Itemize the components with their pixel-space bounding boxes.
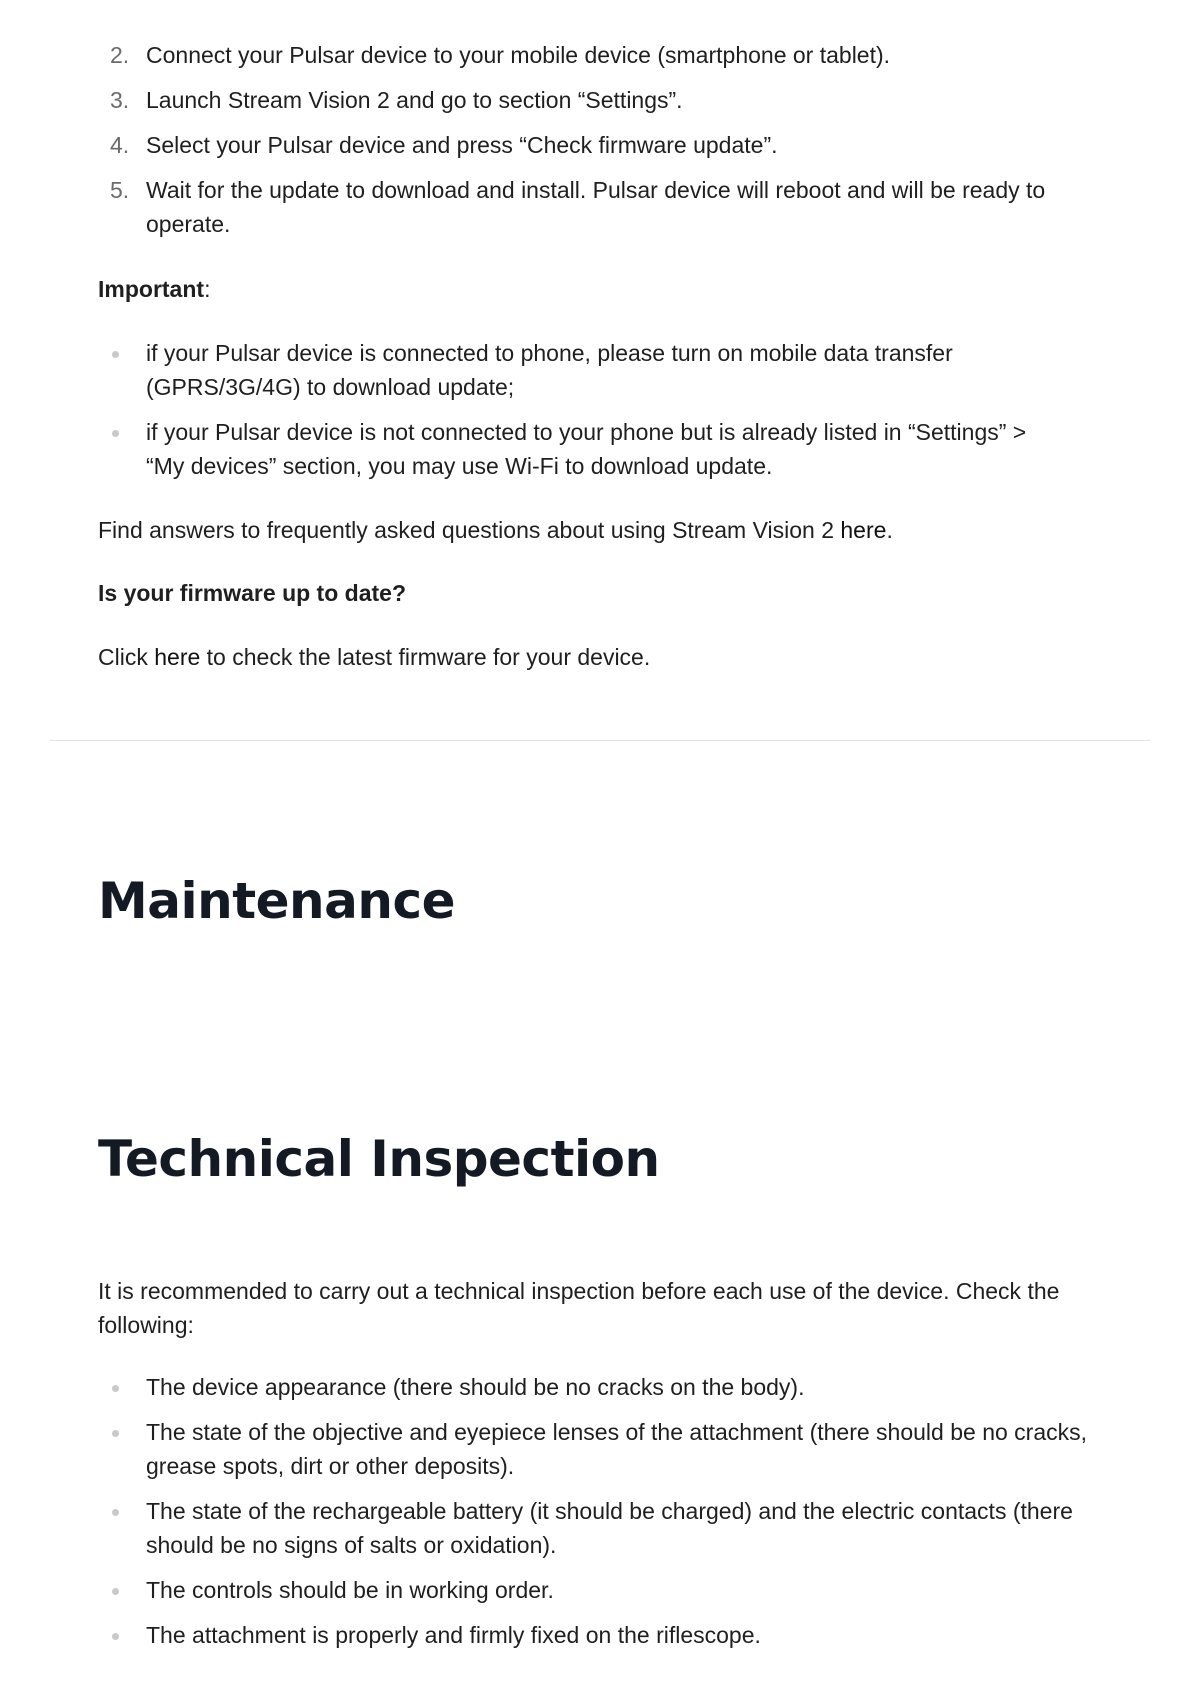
firmware-update-steps <box>98 38 1078 252</box>
inspection-list <box>98 1370 1088 1663</box>
faq-here-link[interactable]: here <box>840 517 887 543</box>
faq-text-end: . <box>886 517 893 543</box>
technical-inspection-heading: Technical Inspection <box>98 1130 660 1188</box>
check-text-end: to check the latest firmware for your device. <box>200 644 651 670</box>
bullet-icon <box>112 1633 119 1640</box>
bullet-icon <box>112 1509 119 1516</box>
step-text: Select your Pulsar device and press “Check firmware update”. <box>146 132 778 158</box>
section-divider <box>50 740 1150 741</box>
inspection-item-text: The state of the objective and eyepiece lenses of the attachment (there should be no cracks, grease spots, dirt or other deposits). <box>146 1419 1088 1479</box>
list-item <box>98 128 1078 162</box>
step-text: Wait for the update to download and install. Pulsar device will reboot and will be ready to operate. <box>146 177 1046 237</box>
step-number: 5. <box>110 177 130 203</box>
list-item <box>98 336 1058 404</box>
faq-text: Find answers to frequently asked questions about using Stream Vision 2 <box>98 517 841 543</box>
inspection-item-text: The controls should be in working order. <box>146 1577 554 1603</box>
inspection-item-text: The device appearance (there should be no cracks on the body). <box>146 1374 805 1400</box>
important-list <box>98 336 1058 494</box>
check-text: Click <box>98 644 155 670</box>
list-item <box>98 1370 1088 1404</box>
firmware-question: Is your firmware up to date? <box>98 580 406 606</box>
inspection-item-text: The state of the rechargeable battery (it should be charged) and the electric contacts (there should be no signs of salts or oxidation). <box>146 1498 1073 1558</box>
bullet-icon <box>112 1385 119 1392</box>
faq-paragraph <box>98 513 1078 547</box>
important-colon: : <box>204 276 211 302</box>
check-here-link[interactable]: here <box>154 644 201 670</box>
inspection-item-text: The attachment is properly and firmly fixed on the riflescope. <box>146 1622 761 1648</box>
bullet-icon <box>112 430 119 437</box>
step-number: 2. <box>110 42 130 68</box>
step-number: 4. <box>110 132 130 158</box>
inspection-intro: It is recommended to carry out a technical inspection before each use of the device. Check the following: <box>98 1278 1060 1338</box>
important-line <box>98 272 1078 306</box>
list-item <box>98 1415 1088 1483</box>
list-item <box>98 415 1058 483</box>
step-number: 3. <box>110 87 130 113</box>
step-text: Connect your Pulsar device to your mobile device (smartphone or tablet). <box>146 42 891 68</box>
list-item <box>98 38 1078 72</box>
maintenance-heading: Maintenance <box>98 872 456 930</box>
list-item <box>98 1618 1088 1652</box>
important-item-text: if your Pulsar device is connected to phone, please turn on mobile data transfer (GPRS/3G/4G) to download update; <box>146 340 953 400</box>
list-item <box>98 173 1076 241</box>
important-label: Important <box>98 276 205 302</box>
list-item <box>98 1573 1088 1607</box>
bullet-icon <box>112 351 119 358</box>
list-item <box>98 1494 1088 1562</box>
check-paragraph <box>98 640 1078 674</box>
step-text: Launch Stream Vision 2 and go to section “Settings”. <box>146 87 683 113</box>
list-item <box>98 83 1078 117</box>
bullet-icon <box>112 1588 119 1595</box>
bullet-icon <box>112 1430 119 1437</box>
important-item-text: if your Pulsar device is not connected to your phone but is already listed in “Settings” > “My devices” section, you may use Wi-Fi to download update. <box>146 419 1027 479</box>
